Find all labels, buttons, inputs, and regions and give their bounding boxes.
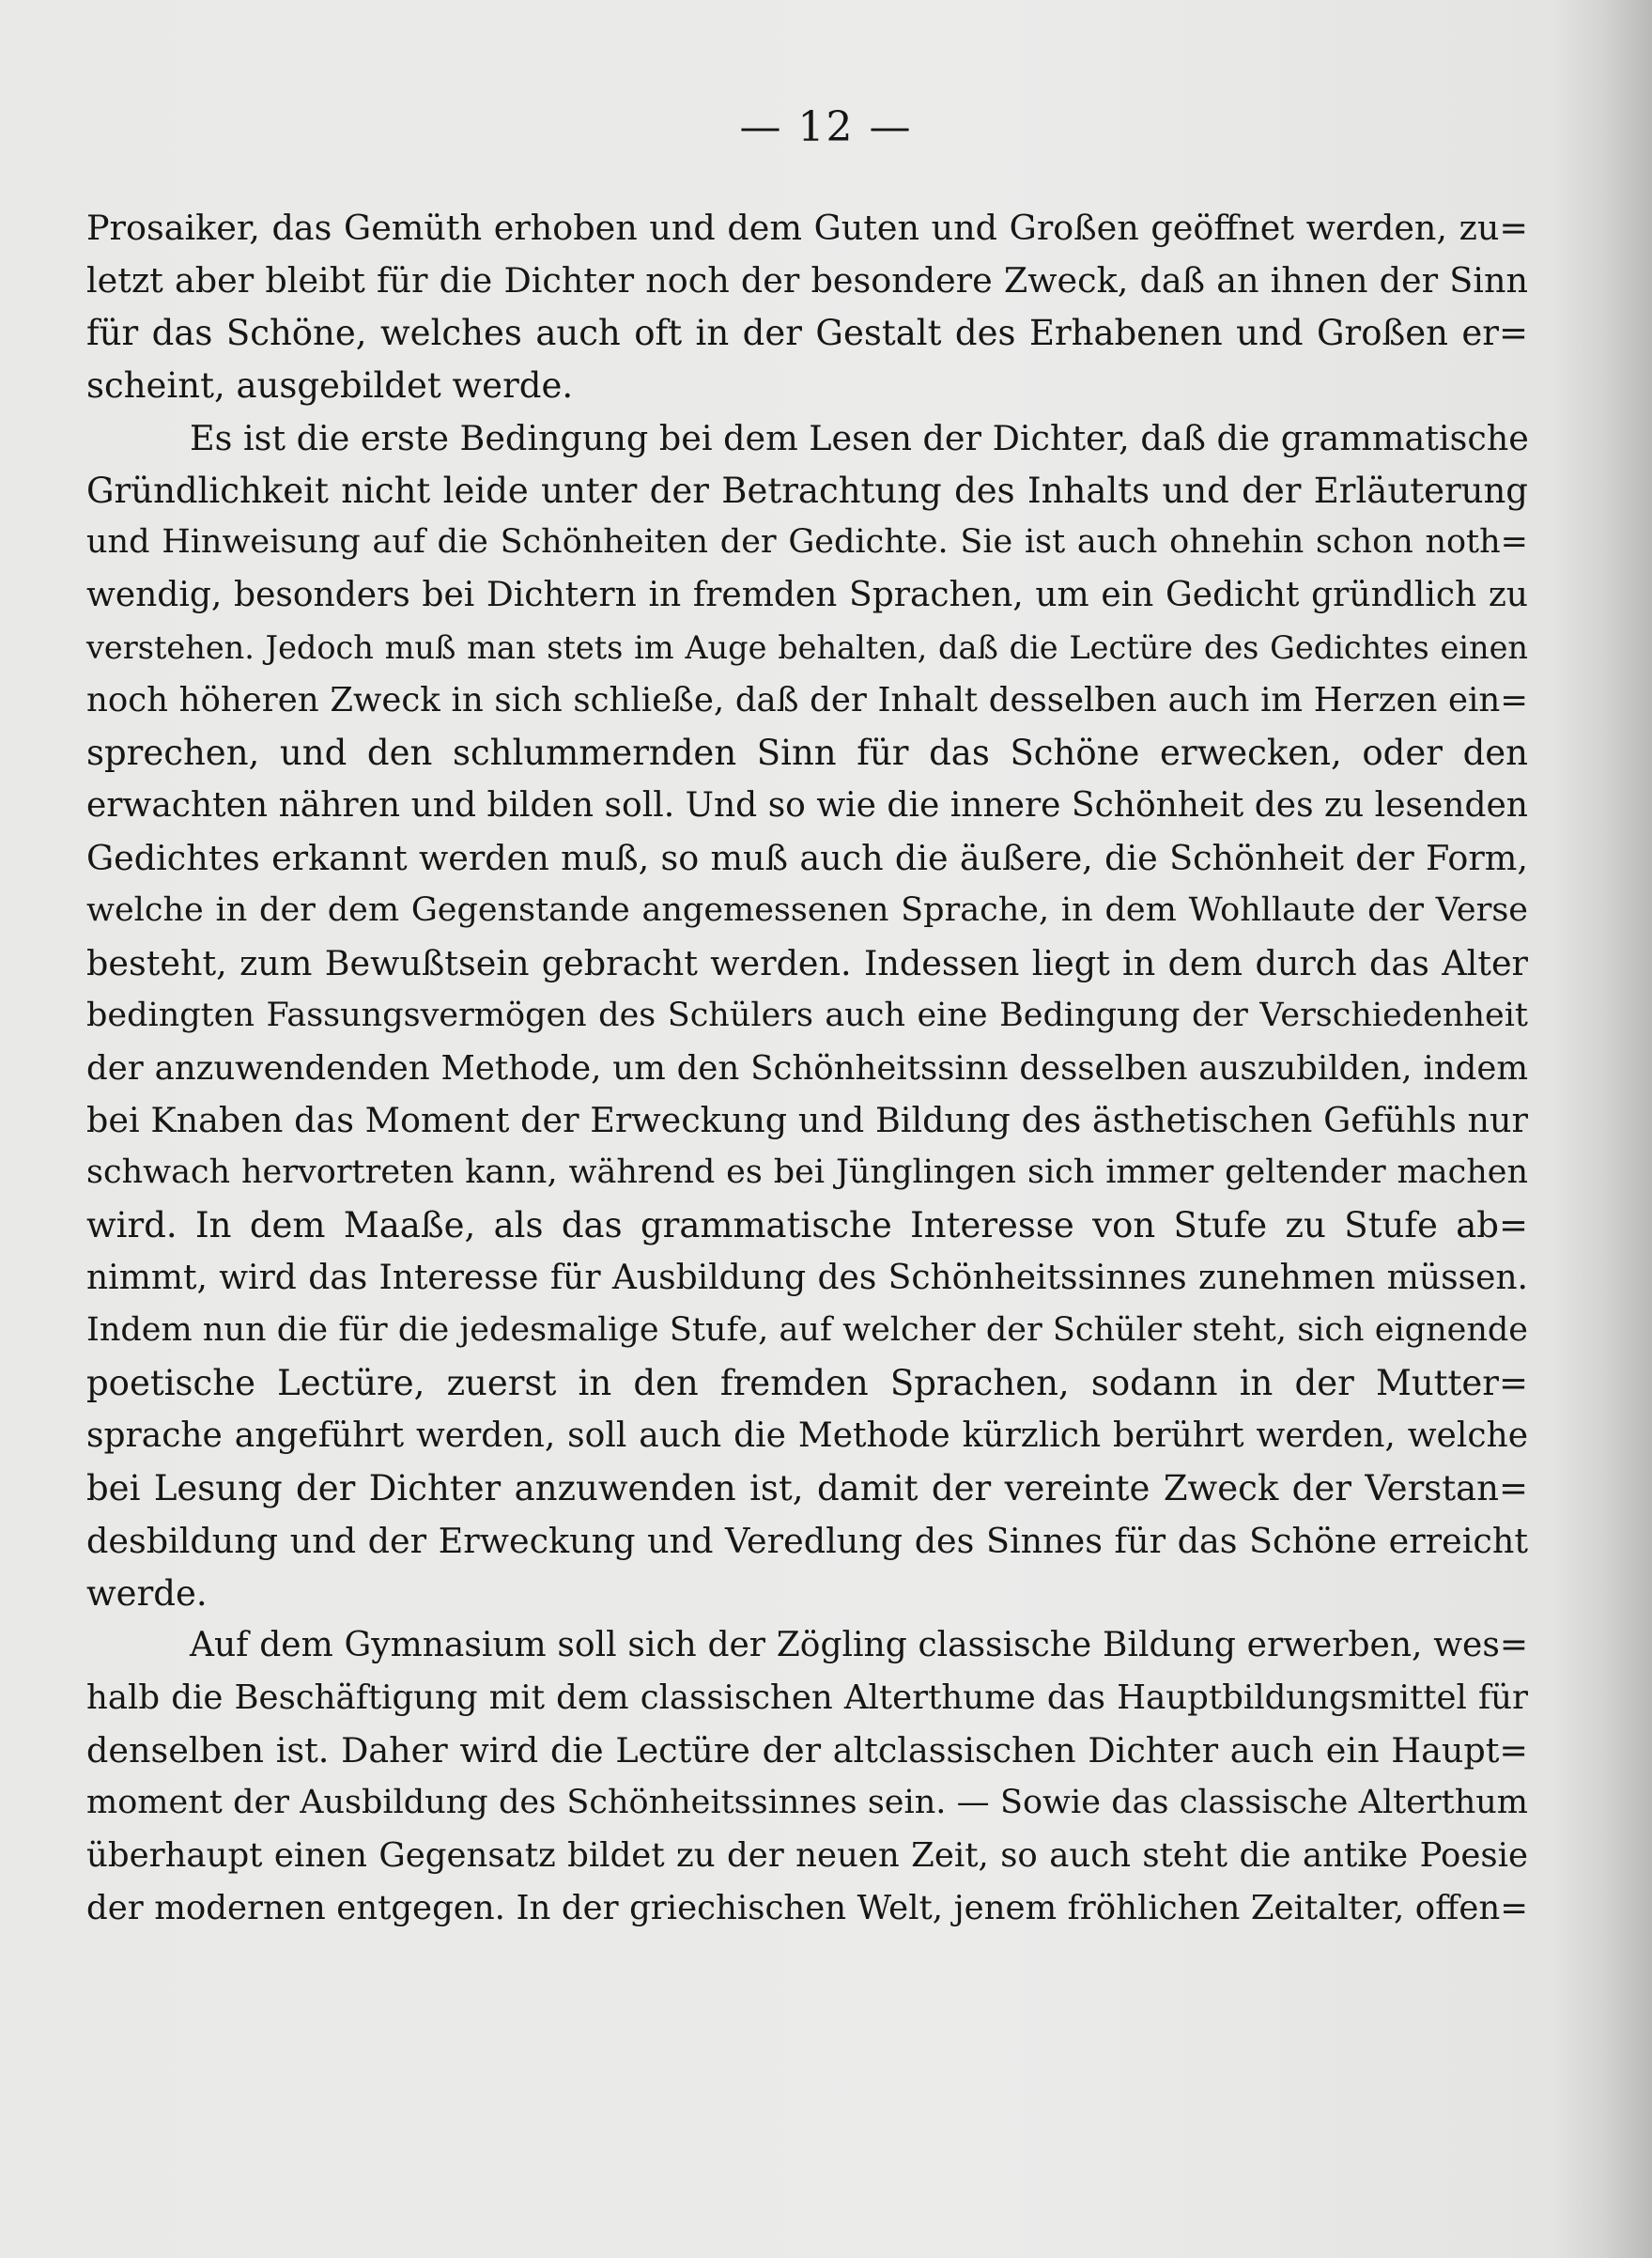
text-line: für das Schöne, welches auch oft in der Gestalt des Erhabenen und Großen er= — [86, 312, 1528, 353]
text-line: der anzuwendenden Methode, um den Schönheitssinn desselben auszubilden, indem — [86, 1048, 1528, 1088]
page-number: — 12 — — [739, 103, 913, 151]
text-line: desbildung und der Erweckung und Veredlung des Sinnes für das Schöne erreicht — [86, 1520, 1528, 1561]
text-line: Gedichtes erkannt werden muß, so muß auch die äußere, die Schönheit der Form, — [86, 837, 1528, 878]
text-line: erwachten nähren und bilden soll. Und so wie die innere Schönheit des zu lesenden — [86, 785, 1528, 825]
text-line: wendig, besonders bei Dichtern in fremden Sprachen, um ein Gedicht gründlich zu — [86, 576, 1528, 615]
text-line: Indem nun die für die jedesmalige Stufe, auf welcher der Schüler steht, sich eignende — [86, 1311, 1528, 1350]
text-line: moment der Ausbildung des Schönheitssinnes sein. — Sowie das classische Alterthum — [86, 1784, 1528, 1822]
text-line: Auf dem Gymnasium soll sich der Zögling classische Bildung erwerben, wes= — [190, 1626, 1528, 1665]
text-line: und Hinweisung auf die Schönheiten der Gedichte. Sie ist auch ohnehin schon noth= — [86, 523, 1528, 562]
text-line: besteht, zum Bewußtsein gebracht werden. Indessen liegt in dem durch das Alter — [86, 942, 1528, 983]
text-line: bei Lesung der Dichter anzuwenden ist, damit der vereinte Zweck der Verstan= — [86, 1467, 1528, 1508]
text-line: schwach hervortreten kann, während es bei Jünglingen sich immer geltender machen — [86, 1153, 1528, 1192]
text-line: Prosaiker, das Gemüth erhoben und dem Guten und Großen geöffnet werden, zu= — [86, 208, 1528, 248]
text-line: überhaupt einen Gegensatz bildet zu der neuen Zeit, so auch steht die antike Poesie — [86, 1836, 1528, 1876]
paragraph — [86, 202, 1528, 412]
text-line: bedingten Fassungsvermögen des Schülers auch eine Bedingung der Verschiedenheit — [86, 996, 1528, 1034]
paragraph — [86, 1619, 1528, 1934]
text-line: denselben ist. Daher wird die Lectüre der altclassischen Dichter auch ein Haupt= — [86, 1730, 1528, 1771]
text-line: letzt aber bleibt für die Dichter noch der besondere Zweck, daß an ihnen der Sinn — [86, 259, 1528, 301]
text-line: wird. In dem Maaße, als das grammatische Interesse von Stufe zu Stufe ab= — [86, 1205, 1528, 1246]
text-line: noch höheren Zweck in sich schließe, daß der Inhalt desselben auch im Herzen ein= — [86, 681, 1528, 720]
text-line: bei Knaben das Moment der Erweckung und Bildung des ästhetischen Gefühls nur — [86, 1100, 1528, 1141]
text-line: scheint, ausgebildet werde. — [86, 364, 574, 406]
paragraph — [86, 412, 1528, 1620]
text-line: sprechen, und den schlummernden Sinn für das Schöne erwecken, oder den — [86, 733, 1528, 774]
text-line: poetische Lectüre, zuerst in den fremden Sprachen, sodann in der Mutter= — [86, 1362, 1528, 1403]
text-line: der modernen entgegen. In der griechischen Welt, jenem fröhlichen Zeitalter, offen= — [86, 1889, 1528, 1927]
text-line: sprache angeführt werden, soll auch die Methode kürzlich berührt werden, welche — [86, 1415, 1528, 1455]
text-line: werde. — [86, 1572, 208, 1614]
text-line: welche in der dem Gegenstande angemessenen Sprache, in dem Wohllaute der Verse — [86, 890, 1528, 929]
body-text — [86, 202, 1528, 1935]
text-line: nimmt, wird das Interesse für Ausbildung des Schönheitssinnes zunehmen müssen. — [86, 1259, 1528, 1298]
text-line: halb die Beschäftigung mit dem classischen Alterthume das Hauptbildungsmittel für — [86, 1678, 1528, 1718]
text-line: Gründlichkeit nicht leide unter der Betrachtung des Inhalts und der Erläuterung — [86, 470, 1528, 511]
text-line: Es ist die erste Bedingung bei dem Lesen der Dichter, daß die grammatische — [190, 417, 1529, 458]
text-line: verstehen. Jedoch muß man stets im Auge behalten, daß die Lectüre des Gedichtes einen — [86, 629, 1528, 667]
